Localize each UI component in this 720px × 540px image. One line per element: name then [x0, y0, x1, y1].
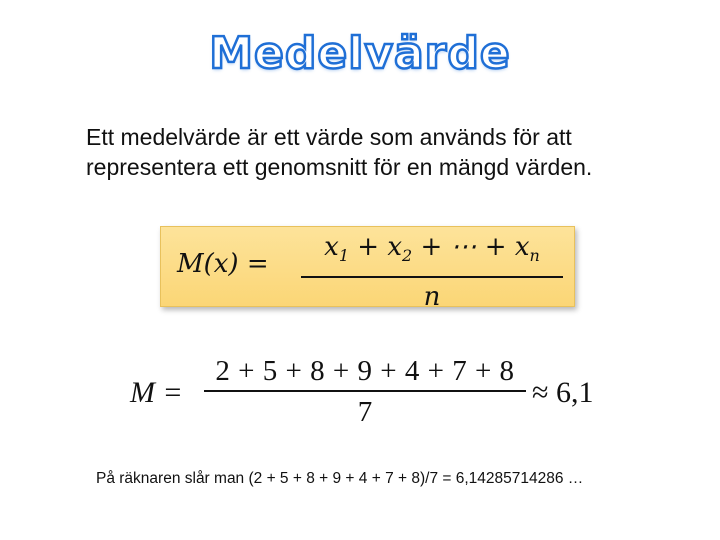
intro-line-2: representera ett genomsnitt för en mängd värden.	[86, 154, 593, 180]
term-x: + ⋯ + x	[412, 232, 530, 262]
term-x: + x	[349, 232, 403, 262]
example-lhs-text: M =	[130, 376, 183, 409]
example-calculation	[130, 354, 610, 438]
example-fraction	[204, 354, 526, 430]
formula-numerator	[301, 229, 563, 274]
example-result: ≈ 6,1	[532, 376, 594, 409]
intro-text	[86, 122, 686, 182]
calculator-note: På räknaren slår man (2 + 5 + 8 + 9 + 4 + 7 + 8)/7 = 6,14285714286 …	[96, 470, 584, 487]
example-lhs	[130, 376, 183, 410]
intro-line-1: Ett medelvärde är ett värde som används för att	[86, 124, 572, 150]
formula-fraction	[301, 229, 563, 314]
example-denominator: 7	[357, 395, 373, 428]
fraction-bar	[204, 390, 526, 392]
term-x: x	[324, 232, 339, 262]
example-numerator: 2 + 5 + 8 + 9 + 4 + 7 + 8	[215, 355, 515, 387]
formula-denominator: n	[423, 282, 441, 313]
slide-title: Medelvärde	[209, 28, 511, 79]
fraction-bar	[301, 276, 563, 278]
formula-lhs: M(x) =	[177, 249, 269, 279]
subscript-n: n	[529, 246, 540, 266]
subscript-1: 1	[338, 246, 350, 266]
mean-formula-box	[160, 226, 575, 313]
subscript-2: 2	[402, 246, 413, 266]
